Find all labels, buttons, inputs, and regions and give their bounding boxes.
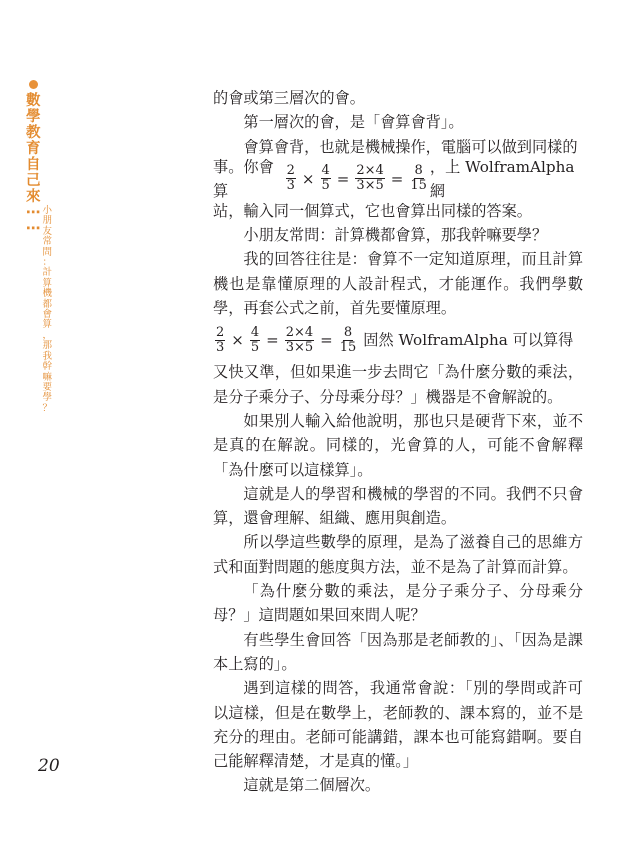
fraction: $\frac{4}{5}$ xyxy=(250,324,260,355)
orange-bullet-icon xyxy=(29,80,38,89)
paragraph: 又快又準，但如果進一步去問它「為什麼分數的乘法，是分子乘分子、分母乘分母？」機器是不會解說的。 xyxy=(213,363,583,406)
book-title-char: 來 xyxy=(26,189,41,205)
chapter-title-char: 那 xyxy=(42,340,53,352)
fraction: $\frac{2}{3}$ xyxy=(286,163,295,194)
chapter-title-char: 要 xyxy=(42,381,53,393)
formula-line: 事。你會算 $\frac{2}{3}$ × $\frac{4}{5}$ = $\frac{2\times 4}{3\times 5}$ = $\frac{8}{15}$ ，上 WolframAlpha 網 xyxy=(213,157,575,200)
paragraph: 這就是人的學習和機械的學習的不同。我們不只會算，還會理解、組織、應用與創造。 xyxy=(213,484,583,528)
book-title-char: ⋯ xyxy=(26,205,41,221)
book-title-char: 育 xyxy=(26,141,41,157)
paragraph: 小朋友常問：計算機都會算，那我幹嘛要學？ xyxy=(243,226,548,245)
book-title-char: 數 xyxy=(26,93,41,109)
formula-line: $\frac{2}{3}$ × $\frac{4}{5}$ = $\frac{2\times 4}{3\times 5}$ = $\frac{8}{15}$ 固然 WolframAlpha 可以算得 xyxy=(216,324,574,355)
chapter-title-char: 會 xyxy=(42,309,53,321)
body-text xyxy=(213,86,583,798)
chapter-title-char: 算 xyxy=(42,277,53,289)
chapter-title-char: 問 xyxy=(42,246,53,258)
chapter-title-char: 學 xyxy=(42,392,53,404)
chapter-title-char: 小 xyxy=(42,205,53,216)
page-number: 20 xyxy=(38,756,60,776)
chapter-title-char: 算 xyxy=(42,319,53,331)
chapter-title-char: 常 xyxy=(42,236,53,248)
paragraph: 的會或第三層次的會。 xyxy=(213,89,365,107)
chapter-title-char: ？ xyxy=(42,402,53,414)
chapter-title-char: 計 xyxy=(42,267,53,279)
chapter-title-char: 友 xyxy=(42,225,53,237)
paragraph: 所以學這些數學的原理，是為了滋養自己的思維方式和面對問題的態度與方法，並不是為了計算而計算。 xyxy=(213,533,583,576)
chapter-title xyxy=(43,80,53,414)
fraction: $\frac{2\times 4}{3\times 5}$ xyxy=(285,324,314,355)
book-title-char: 教 xyxy=(26,125,41,141)
book-title-text xyxy=(26,93,41,237)
fraction: $\frac{2}{3}$ xyxy=(216,324,225,355)
paragraph: 我的回答往往是：會算不一定知道原理，而且計算機也是靠懂原理的人設計程式，才能運作。我們學數學，再套公式之前，首先要懂原理。 xyxy=(213,250,583,318)
paragraph: 這就是第二個層次。 xyxy=(243,776,381,795)
chapter-title-char: 嘛 xyxy=(42,371,53,383)
paragraph: 第一層次的會，是「會算會背」。 xyxy=(243,113,464,132)
paragraph: 有些學生會回答「因為那是老師教的」、「因為是課本上寫的」。 xyxy=(213,630,583,673)
running-sidebar xyxy=(26,80,56,414)
book-title-char: 學 xyxy=(26,109,41,125)
chapter-title-text xyxy=(43,206,53,414)
book-title xyxy=(26,80,41,237)
paragraph: 如果別人輸入給他說明，那也只是硬背下來，並不是真的在解說。同樣的，光會算的人，可能不會解釋「為什麼可以這樣算」。 xyxy=(213,411,583,479)
chapter-title-char: 我 xyxy=(42,350,53,362)
book-title-char: 己 xyxy=(26,173,41,189)
fraction: $\frac{4}{5}$ xyxy=(321,163,330,194)
book-title-char: ⋯ xyxy=(26,221,41,237)
book-title-char: 自 xyxy=(26,157,41,173)
paragraph: 遇到這樣的問答，我通常會說：「別的學問或許可以這樣，但是在數學上，老師教的、課本寫的，並不是充分的理由。老師可能講錯，課本也可能寫錯啊。要自己能解釋清楚，才是真的懂。」 xyxy=(213,679,583,771)
paragraph: 站，輸入同一個算式，它也會算出同樣的答案。 xyxy=(213,201,532,220)
chapter-title-char: ， xyxy=(42,329,53,341)
paragraph: 「為什麼分數的乘法，是分子乘分子、分母乘分母？」這問題如果回來問人呢？ xyxy=(213,582,583,625)
chapter-title-char: ： xyxy=(42,257,53,269)
fraction: $\frac{2\times 4}{3\times 5}$ xyxy=(356,163,384,194)
chapter-title-char: 朋 xyxy=(42,215,53,227)
chapter-title-char: 都 xyxy=(42,298,53,310)
fraction: $\frac{8}{15}$ xyxy=(410,163,427,194)
paragraph: 會算會背，也就是機械操作，電腦可以做到同樣的 xyxy=(243,137,578,156)
fraction: $\frac{8}{15}$ xyxy=(339,324,357,355)
chapter-title-char: 機 xyxy=(42,288,53,300)
chapter-title-char: 幹 xyxy=(42,361,53,373)
